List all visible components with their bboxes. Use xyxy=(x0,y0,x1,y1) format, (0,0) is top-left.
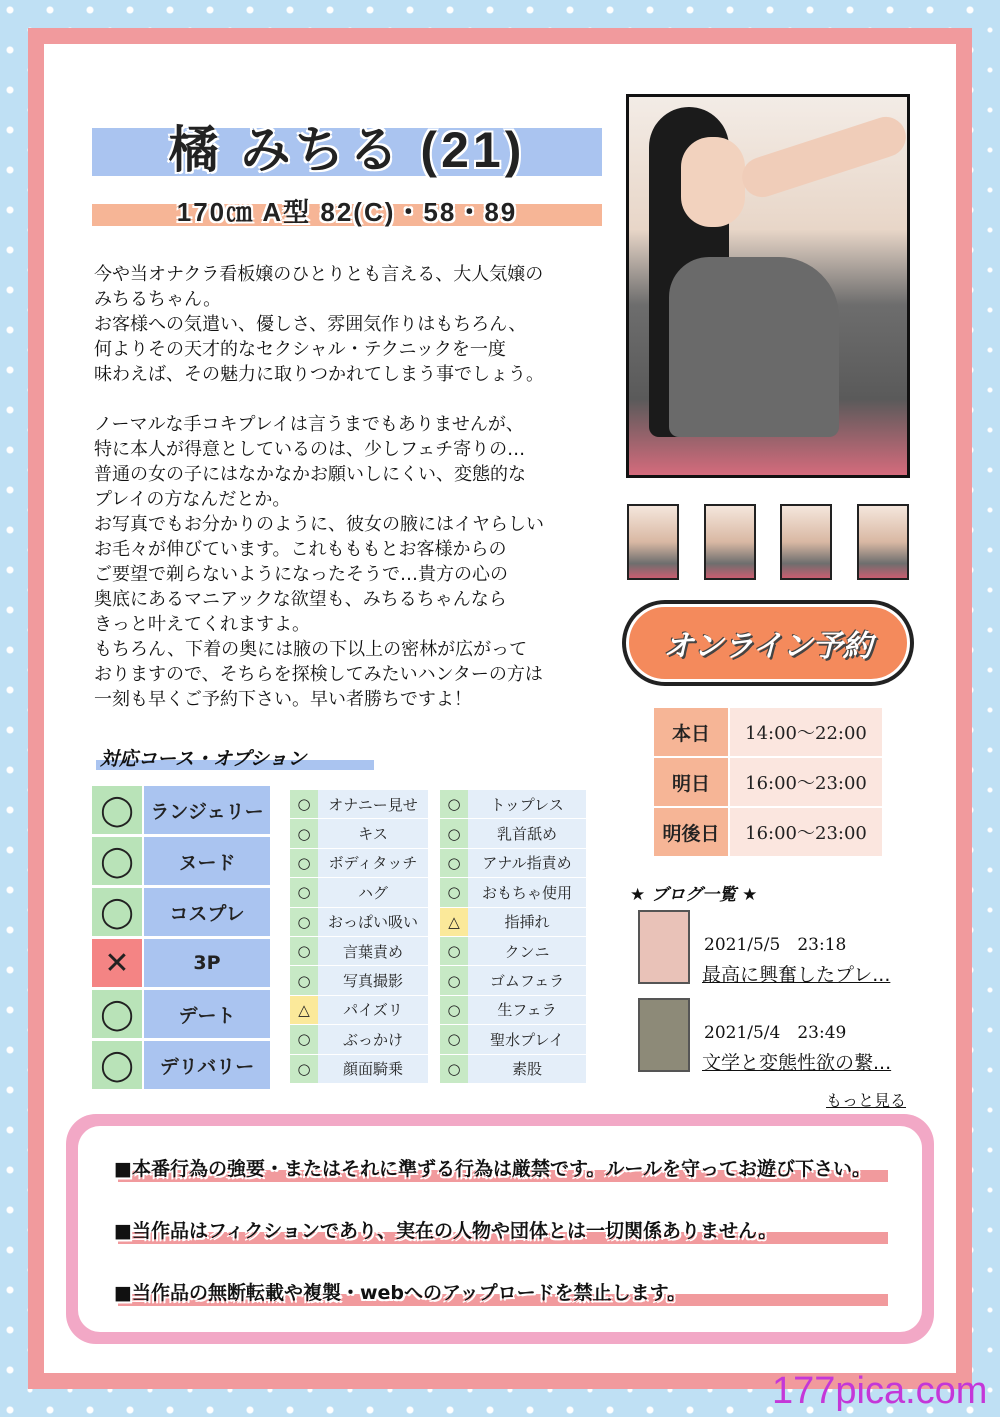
option-label: 乳首舐め xyxy=(468,819,586,847)
option-list-column-2 xyxy=(440,790,586,1084)
option-mark: ○ xyxy=(440,937,468,965)
option-label: アナル指責め xyxy=(468,849,586,877)
option-mark: ○ xyxy=(290,819,318,847)
course-available-mark: ◯ xyxy=(92,888,142,936)
course-available-mark: ◯ xyxy=(92,786,142,834)
profile-stats: 170㎝ A型 82(C)・58・89 xyxy=(176,197,518,227)
online-reservation-button[interactable] xyxy=(622,600,914,686)
option-row xyxy=(440,996,586,1025)
option-mark: ○ xyxy=(440,1055,468,1083)
online-reservation-label: オンライン予約 xyxy=(626,604,910,682)
option-label: キス xyxy=(318,819,428,847)
photo-thumbnail-2[interactable] xyxy=(704,504,756,580)
course-available-mark: ◯ xyxy=(92,837,142,885)
option-mark: ○ xyxy=(290,966,318,994)
description-line: ご要望で剃らないようになったそうで…貴方の心の xyxy=(94,564,508,585)
option-row xyxy=(290,996,428,1025)
course-label: デリバリー xyxy=(144,1041,270,1089)
option-mark: ○ xyxy=(440,1025,468,1053)
option-label: ハグ xyxy=(318,878,428,906)
description-line: 味わえば、その魅力に取りつかれてしまう事でしょう。 xyxy=(94,364,544,385)
option-row xyxy=(440,819,586,848)
option-mark: ○ xyxy=(290,878,318,906)
option-mark: ○ xyxy=(290,1025,318,1053)
course-row xyxy=(92,888,270,936)
description-line: きっと叶えてくれますよ。 xyxy=(94,614,310,635)
main-profile-photo[interactable] xyxy=(626,94,910,478)
photo-illustration-body xyxy=(669,257,839,437)
option-label: パイズリ xyxy=(318,996,428,1024)
option-mark: ○ xyxy=(290,908,318,936)
option-row xyxy=(440,1025,586,1054)
course-unavailable-mark: ✕ xyxy=(92,939,142,987)
blog-entry-link[interactable]: 最高に興奮したプレ... xyxy=(702,964,891,986)
rule-text: ■当作品の無断転載や複製・webへのアップロードを禁止します。 xyxy=(114,1282,687,1304)
photo-thumbnail-1[interactable] xyxy=(627,504,679,580)
rule-text: ■本番行為の強要・またはそれに準ずる行為は厳禁です。ルールを守ってお遊び下さい。 xyxy=(114,1158,872,1180)
blog-entry[interactable] xyxy=(638,998,928,1076)
option-row xyxy=(290,790,428,819)
photo-illustration-face xyxy=(681,137,745,227)
schedule-row xyxy=(654,758,882,806)
rules-box-inner xyxy=(78,1126,922,1332)
description-line: プレイの方なんだとか。 xyxy=(94,489,291,510)
option-label: 聖水プレイ xyxy=(468,1025,586,1053)
photo-illustration-arm xyxy=(737,112,910,203)
option-mark: ○ xyxy=(290,937,318,965)
course-row xyxy=(92,1041,270,1089)
option-row xyxy=(290,1025,428,1054)
description-line: お毛々が伸びています。これもももとお客様からの xyxy=(94,539,507,560)
option-list-column-1 xyxy=(290,790,428,1084)
description-line: ノーマルな手コキプレイは言うまでもありませんが、 xyxy=(94,414,524,435)
option-row xyxy=(440,849,586,878)
course-available-mark: ◯ xyxy=(92,1041,142,1089)
option-mark: ○ xyxy=(440,996,468,1024)
option-row xyxy=(290,908,428,937)
schedule-day: 明日 xyxy=(654,758,728,806)
blog-entry-thumbnail[interactable] xyxy=(638,998,690,1072)
profile-description xyxy=(94,262,614,712)
description-line xyxy=(94,387,614,412)
option-row xyxy=(290,1055,428,1084)
rule-text: ■当作品はフィクションであり、実在の人物や団体とは一切関係ありません。 xyxy=(114,1220,778,1242)
profile-name: 橘 みちる (21) xyxy=(168,122,526,178)
course-label: コスプレ xyxy=(144,888,270,936)
option-label: 言葉責め xyxy=(318,937,428,965)
description-line: お写真でもお分かりのように、彼女の腋にはイヤらしい xyxy=(94,514,544,535)
option-label: ゴムフェラ xyxy=(468,966,586,994)
photo-thumbnail-4[interactable] xyxy=(857,504,909,580)
description-line: 奥底にあるマニアックな欲望も、みちるちゃんなら xyxy=(94,589,507,610)
option-row xyxy=(440,878,586,907)
option-mark: ○ xyxy=(440,966,468,994)
option-mark: △ xyxy=(290,996,318,1024)
option-mark: ○ xyxy=(440,819,468,847)
rules-box xyxy=(66,1114,934,1344)
option-label: ぶっかけ xyxy=(318,1025,428,1053)
schedule-day: 本日 xyxy=(654,708,728,756)
option-label: 指挿れ xyxy=(468,908,586,936)
course-list xyxy=(92,786,270,1092)
option-label: おもちゃ使用 xyxy=(468,878,586,906)
schedule-table xyxy=(654,708,882,858)
option-row xyxy=(440,1055,586,1084)
blog-entry-thumbnail[interactable] xyxy=(638,910,690,984)
blog-entry-date: 2021/5/4 23:49 xyxy=(704,1023,847,1043)
course-available-mark: ◯ xyxy=(92,990,142,1038)
option-row xyxy=(440,966,586,995)
schedule-time: 16:00〜23:00 xyxy=(730,808,882,856)
option-row xyxy=(290,878,428,907)
option-mark: △ xyxy=(440,908,468,936)
option-label: ボディタッチ xyxy=(318,849,428,877)
option-mark: ○ xyxy=(290,849,318,877)
course-row xyxy=(92,786,270,834)
photo-thumbnail-3[interactable] xyxy=(780,504,832,580)
option-row xyxy=(440,790,586,819)
schedule-day: 明後日 xyxy=(654,808,728,856)
option-mark: ○ xyxy=(290,790,318,818)
schedule-time: 16:00〜23:00 xyxy=(730,758,882,806)
site-watermark: 177pica.com xyxy=(772,1370,988,1412)
option-label: 素股 xyxy=(468,1055,586,1083)
option-label: おっぱい吸い xyxy=(318,908,428,936)
option-row xyxy=(440,908,586,937)
option-row xyxy=(440,937,586,966)
description-line: 特に本人が得意としているのは、少しフェチ寄りの… xyxy=(94,439,526,460)
option-mark: ○ xyxy=(290,1055,318,1083)
option-mark: ○ xyxy=(440,790,468,818)
description-line: おりますので、そちらを探検してみたいハンターの方は xyxy=(94,664,543,685)
description-line: 普通の女の子にはなかなかお願いしにくい、変態的な xyxy=(94,464,526,485)
options-section-title: 対応コース・オプション xyxy=(100,748,307,770)
option-label: 生フェラ xyxy=(468,996,586,1024)
option-label: オナニー見せ xyxy=(318,790,428,818)
description-line: もちろん、下着の奥には腋の下以上の密林が広がって xyxy=(94,639,528,660)
option-mark: ○ xyxy=(440,878,468,906)
description-line: 一刻も早くご予約下さい。早い者勝ちですよ！ xyxy=(94,689,472,710)
course-label: ヌード xyxy=(144,837,270,885)
description-line: みちるちゃん。 xyxy=(94,289,222,310)
schedule-time: 14:00〜22:00 xyxy=(730,708,882,756)
course-label: デート xyxy=(144,990,270,1038)
course-label: ランジェリー xyxy=(144,786,270,834)
option-row xyxy=(290,819,428,848)
blog-more-link[interactable]: もっと見る xyxy=(826,1091,907,1110)
option-row xyxy=(290,849,428,878)
blog-entry-link[interactable]: 文学と変態性欲の繋... xyxy=(702,1052,892,1074)
schedule-row xyxy=(654,708,882,756)
option-label: 写真撮影 xyxy=(318,966,428,994)
blog-list-title: ★ ブログ一覧 ★ xyxy=(630,885,758,905)
option-label: クンニ xyxy=(468,937,586,965)
course-row xyxy=(92,939,270,987)
blog-entry[interactable] xyxy=(638,910,928,988)
course-row xyxy=(92,990,270,1038)
description-line: お客様への気遣い、優しさ、雰囲気作りはもちろん、 xyxy=(94,314,527,335)
blog-entry-date: 2021/5/5 23:18 xyxy=(704,935,847,955)
option-label: トップレス xyxy=(468,790,586,818)
course-label: 3P xyxy=(144,939,270,987)
schedule-row xyxy=(654,808,882,856)
option-mark: ○ xyxy=(440,849,468,877)
description-line: 今や当オナクラ看板嬢のひとりとも言える、大人気嬢の xyxy=(94,264,544,285)
option-label: 顔面騎乗 xyxy=(318,1055,428,1083)
option-row xyxy=(290,966,428,995)
course-row xyxy=(92,837,270,885)
description-line: 何よりその天才的なセクシャル・テクニックを一度 xyxy=(94,339,506,360)
option-row xyxy=(290,937,428,966)
